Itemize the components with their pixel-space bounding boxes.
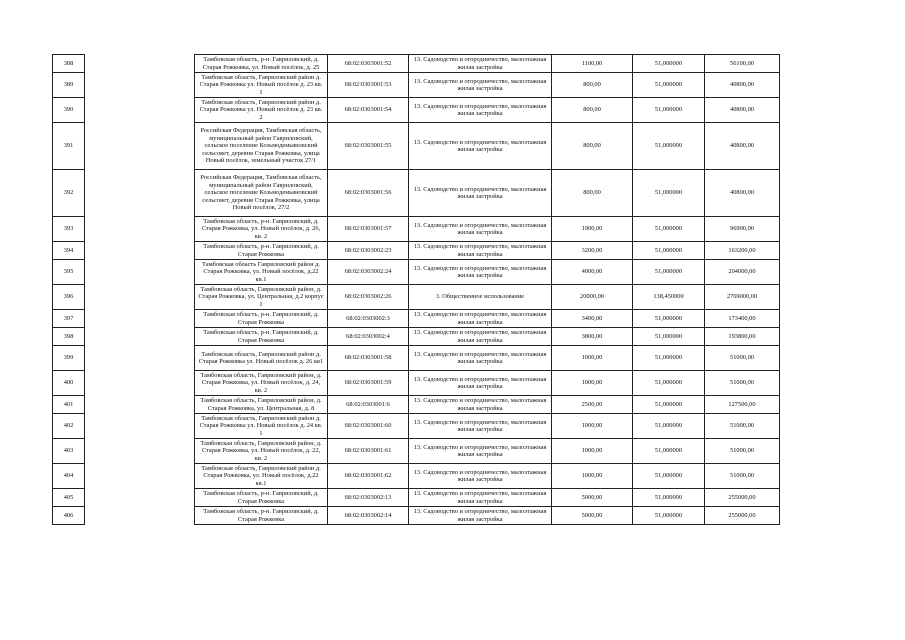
cadastral-value-cell: 127500,00 xyxy=(705,396,780,414)
permitted-use-cell: 13. Садоводство и огородничество, малоэтажная жилая застройка xyxy=(409,55,552,73)
cadastral-number-cell: 68:02:0303001:6 xyxy=(328,396,409,414)
area-cell: 3800,00 xyxy=(552,328,633,346)
area-cell: 3400,00 xyxy=(552,310,633,328)
address-cell: Российская Федерация, Тамбовская область, муниципальный район Гавриловский, сельское поселение Козьмодемьяновский сельсовет, деревня Старая Рожковка, улица Новый посёлок, земельный участок 27/1 xyxy=(195,123,328,170)
area-cell: 1000,00 xyxy=(552,414,633,439)
rate-cell: 51,000000 xyxy=(633,346,705,371)
permitted-use-cell: 3. Общественное использование xyxy=(409,285,552,310)
cadastral-number-cell: 68:02:0303001:57 xyxy=(328,217,409,242)
table-row xyxy=(53,464,780,489)
area-cell: 1000,00 xyxy=(552,346,633,371)
table-row xyxy=(53,242,780,260)
address-cell: Тамбовская область, р-н. Гавриловский, д. Старая Рожковка, ул. Новый посёлок, д. 26, кв. 2 xyxy=(195,217,328,242)
cadastral-value-cell: 40800,00 xyxy=(705,123,780,170)
rate-cell: 51,000000 xyxy=(633,328,705,346)
cadastral-value-cell: 51000,00 xyxy=(705,464,780,489)
rate-cell: 51,000000 xyxy=(633,439,705,464)
table-row xyxy=(53,285,780,310)
spacer-cell xyxy=(85,260,195,285)
area-cell: 5000,00 xyxy=(552,489,633,507)
cadastral-value-cell: 40800,00 xyxy=(705,98,780,123)
cadastral-number-cell: 68:02:0303001:52 xyxy=(328,55,409,73)
table-row xyxy=(53,98,780,123)
table-row xyxy=(53,310,780,328)
table-row xyxy=(53,328,780,346)
address-cell: Тамбовская область, р-н. Гавриловский, д. Старая Рожковка, ул. Новый посёлок, д. 25 xyxy=(195,55,328,73)
spacer-cell xyxy=(85,396,195,414)
address-cell: Тамбовская область, р-н. Гавриловский, д. Старая Рожковка xyxy=(195,507,328,525)
area-cell: 1000,00 xyxy=(552,464,633,489)
rate-cell: 51,000000 xyxy=(633,507,705,525)
cadastral-number-cell: 68:02:0303002:24 xyxy=(328,260,409,285)
cadastral-value-cell: 255000,00 xyxy=(705,507,780,525)
rate-cell: 51,000000 xyxy=(633,371,705,396)
address-cell: Тамбовская область, Гавриловский район д. Старая Рожковка ул. Новый посёлок д. 26 кв1 xyxy=(195,346,328,371)
address-cell: Тамбовская область, Гавриловский район, д. Старая Рожковка, ул. Центральная, д. 8 xyxy=(195,396,328,414)
area-cell: 800,00 xyxy=(552,73,633,98)
rate-cell: 51,000000 xyxy=(633,310,705,328)
address-cell: Тамбовская область, р-н. Гавриловский, д. Старая Рожковка xyxy=(195,328,328,346)
cadastral-number-cell: 68:02:0303001:55 xyxy=(328,123,409,170)
address-cell: Российская Федерация, Тамбовская область, муниципальный район Гавриловский, сельское поселение Козьмодемьяновский сельсовет, деревня Старая Рожковка, улица Новый посёлок, 27/2 xyxy=(195,170,328,217)
table-row xyxy=(53,217,780,242)
rate-cell: 51,000000 xyxy=(633,242,705,260)
table-body xyxy=(53,55,780,525)
row-number: 395 xyxy=(53,260,85,285)
cadastral-number-cell: 68:02:0303002:3 xyxy=(328,310,409,328)
spacer-cell xyxy=(85,242,195,260)
row-number: 399 xyxy=(53,346,85,371)
spacer-cell xyxy=(85,217,195,242)
spacer-cell xyxy=(85,507,195,525)
row-number: 400 xyxy=(53,371,85,396)
rate-cell: 51,000000 xyxy=(633,98,705,123)
permitted-use-cell: 13. Садоводство и огородничество, малоэтажная жилая застройка xyxy=(409,73,552,98)
address-cell: Тамбовская область Гавриловский район д. Старая Рожковка, ул. Новый посёлок, д.22 кв.1 xyxy=(195,260,328,285)
permitted-use-cell: 13. Садоводство и огородничество, малоэтажная жилая застройка xyxy=(409,98,552,123)
rate-cell: 51,000000 xyxy=(633,55,705,73)
row-number: 390 xyxy=(53,98,85,123)
cadastral-value-cell: 51000,00 xyxy=(705,346,780,371)
rate-cell: 51,000000 xyxy=(633,217,705,242)
permitted-use-cell: 13. Садоводство и огородничество, малоэтажная жилая застройка xyxy=(409,242,552,260)
cadastral-value-cell: 96900,00 xyxy=(705,217,780,242)
area-cell: 20000,00 xyxy=(552,285,633,310)
table-row xyxy=(53,439,780,464)
row-number: 391 xyxy=(53,123,85,170)
permitted-use-cell: 13. Садоводство и огородничество, малоэтажная жилая застройка xyxy=(409,170,552,217)
spacer-cell xyxy=(85,310,195,328)
address-cell: Тамбовская область, Гавриловский район, д. Старая Рожковка, ул. Новый посёлок, д. 22, кв. 2 xyxy=(195,439,328,464)
cadastral-number-cell: 68:02:0303002:13 xyxy=(328,489,409,507)
address-cell: Тамбовская область, Гавриловский район, д. Старая Рожковка, ул. Новый посёлок, д. 24, кв. 2 xyxy=(195,371,328,396)
spacer-cell xyxy=(85,414,195,439)
spacer-cell xyxy=(85,439,195,464)
address-cell: Тамбовская область, Гавриловский район д. Старая Рожковка ул. Новый посёлок д. 23 кв. 2 xyxy=(195,98,328,123)
permitted-use-cell: 13. Садоводство и огородничество, малоэтажная жилая застройка xyxy=(409,439,552,464)
cadastral-number-cell: 68:02:0303002:4 xyxy=(328,328,409,346)
spacer-cell xyxy=(85,73,195,98)
cadastral-number-cell: 68:02:0303002:23 xyxy=(328,242,409,260)
address-cell: Тамбовская область, Гавриловский район, д. Старая Рожковка, ул. Центральная, д.2 корпус 1 xyxy=(195,285,328,310)
row-number: 402 xyxy=(53,414,85,439)
cadastral-number-cell: 68:02:0303001:60 xyxy=(328,414,409,439)
spacer-cell xyxy=(85,371,195,396)
row-number: 405 xyxy=(53,489,85,507)
area-cell: 800,00 xyxy=(552,170,633,217)
rate-cell: 51,000000 xyxy=(633,464,705,489)
cadastral-value-cell: 51000,00 xyxy=(705,414,780,439)
area-cell: 3200,00 xyxy=(552,242,633,260)
rate-cell: 51,000000 xyxy=(633,414,705,439)
area-cell: 800,00 xyxy=(552,98,633,123)
address-cell: Тамбовская область, Гавриловский район д. Старая Рожковка, ул. Новый посёлок, д.22 кв.1 xyxy=(195,464,328,489)
table-row xyxy=(53,414,780,439)
permitted-use-cell: 13. Садоводство и огородничество, малоэтажная жилая застройка xyxy=(409,260,552,285)
row-number: 392 xyxy=(53,170,85,217)
row-number: 388 xyxy=(53,55,85,73)
rate-cell: 51,000000 xyxy=(633,73,705,98)
cadastral-number-cell: 68:02:0303002:26 xyxy=(328,285,409,310)
permitted-use-cell: 13. Садоводство и огородничество, малоэтажная жилая застройка xyxy=(409,464,552,489)
table-row xyxy=(53,73,780,98)
spacer-cell xyxy=(85,170,195,217)
spacer-cell xyxy=(85,346,195,371)
permitted-use-cell: 13. Садоводство и огородничество, малоэтажная жилая застройка xyxy=(409,217,552,242)
row-number: 406 xyxy=(53,507,85,525)
area-cell: 5000,00 xyxy=(552,507,633,525)
address-cell: Тамбовская область, Гавриловский район д. Старая Рожковка ул. Новый посёлок д. 23 кв. 1 xyxy=(195,73,328,98)
rate-cell: 51,000000 xyxy=(633,489,705,507)
table-row xyxy=(53,55,780,73)
address-cell: Тамбовская область, р-н. Гавриловский, д. Старая Рожковка xyxy=(195,489,328,507)
table-row xyxy=(53,170,780,217)
cadastral-value-cell: 40800,00 xyxy=(705,170,780,217)
cadastral-value-cell: 40800,00 xyxy=(705,73,780,98)
permitted-use-cell: 13. Садоводство и огородничество, малоэтажная жилая застройка xyxy=(409,328,552,346)
rate-cell: 51,000000 xyxy=(633,170,705,217)
address-cell: Тамбовская область, р-н. Гавриловский, д. Старая Рожковка xyxy=(195,310,328,328)
rate-cell: 51,000000 xyxy=(633,123,705,170)
cadastral-number-cell: 68:02:0303001:53 xyxy=(328,73,409,98)
area-cell: 2500,00 xyxy=(552,396,633,414)
cadastral-value-cell: 51000,00 xyxy=(705,439,780,464)
row-number: 394 xyxy=(53,242,85,260)
row-number: 404 xyxy=(53,464,85,489)
permitted-use-cell: 13. Садоводство и огородничество, малоэтажная жилая застройка xyxy=(409,507,552,525)
permitted-use-cell: 13. Садоводство и огородничество, малоэтажная жилая застройка xyxy=(409,371,552,396)
area-cell: 1100,00 xyxy=(552,55,633,73)
table-row xyxy=(53,346,780,371)
cadastral-number-cell: 68:02:0303001:56 xyxy=(328,170,409,217)
area-cell: 1900,00 xyxy=(552,217,633,242)
spacer-cell xyxy=(85,55,195,73)
table-row xyxy=(53,396,780,414)
area-cell: 4000,00 xyxy=(552,260,633,285)
permitted-use-cell: 13. Садоводство и огородничество, малоэтажная жилая застройка xyxy=(409,310,552,328)
permitted-use-cell: 13. Садоводство и огородничество, малоэтажная жилая застройка xyxy=(409,123,552,170)
cadastral-value-cell: 204000,00 xyxy=(705,260,780,285)
land-plots-table xyxy=(52,54,780,525)
spacer-cell xyxy=(85,98,195,123)
row-number: 403 xyxy=(53,439,85,464)
cadastral-value-cell: 173400,00 xyxy=(705,310,780,328)
cadastral-number-cell: 68:02:0303001:62 xyxy=(328,464,409,489)
row-number: 397 xyxy=(53,310,85,328)
table-row xyxy=(53,260,780,285)
table-row xyxy=(53,489,780,507)
cadastral-number-cell: 68:02:0303001:59 xyxy=(328,371,409,396)
cadastral-value-cell: 255000,00 xyxy=(705,489,780,507)
table-row xyxy=(53,123,780,170)
rate-cell: 51,000000 xyxy=(633,396,705,414)
cadastral-value-cell: 193800,00 xyxy=(705,328,780,346)
row-number: 398 xyxy=(53,328,85,346)
row-number: 401 xyxy=(53,396,85,414)
spacer-cell xyxy=(85,489,195,507)
permitted-use-cell: 13. Садоводство и огородничество, малоэтажная жилая застройка xyxy=(409,346,552,371)
cadastral-number-cell: 68:02:0303001:54 xyxy=(328,98,409,123)
permitted-use-cell: 13. Садоводство и огородничество, малоэтажная жилая застройка xyxy=(409,414,552,439)
cadastral-number-cell: 68:02:0303001:58 xyxy=(328,346,409,371)
cadastral-number-cell: 68:02:0303002:14 xyxy=(328,507,409,525)
rate-cell: 51,000000 xyxy=(633,260,705,285)
cadastral-value-cell: 51000,00 xyxy=(705,371,780,396)
address-cell: Тамбовская область, Гавриловский район д. Старая Рожковка ул. Новый посёлок д. 24 кв. 1 xyxy=(195,414,328,439)
row-number: 389 xyxy=(53,73,85,98)
table-row xyxy=(53,507,780,525)
row-number: 393 xyxy=(53,217,85,242)
spacer-cell xyxy=(85,328,195,346)
spacer-cell xyxy=(85,285,195,310)
area-cell: 1000,00 xyxy=(552,439,633,464)
rate-cell: 138,450000 xyxy=(633,285,705,310)
area-cell: 1000,00 xyxy=(552,371,633,396)
address-cell: Тамбовская область, р-н. Гавриловский, д. Старая Рожковка xyxy=(195,242,328,260)
cadastral-value-cell: 2769000,00 xyxy=(705,285,780,310)
spacer-cell xyxy=(85,464,195,489)
permitted-use-cell: 13. Садоводство и огородничество, малоэтажная жилая застройка xyxy=(409,489,552,507)
cadastral-value-cell: 163200,00 xyxy=(705,242,780,260)
permitted-use-cell: 13. Садоводство и огородничество, малоэтажная жилая застройка xyxy=(409,396,552,414)
table-row xyxy=(53,371,780,396)
cadastral-value-cell: 56100,00 xyxy=(705,55,780,73)
row-number: 396 xyxy=(53,285,85,310)
spacer-cell xyxy=(85,123,195,170)
area-cell: 800,00 xyxy=(552,123,633,170)
cadastral-number-cell: 68:02:0303001:61 xyxy=(328,439,409,464)
